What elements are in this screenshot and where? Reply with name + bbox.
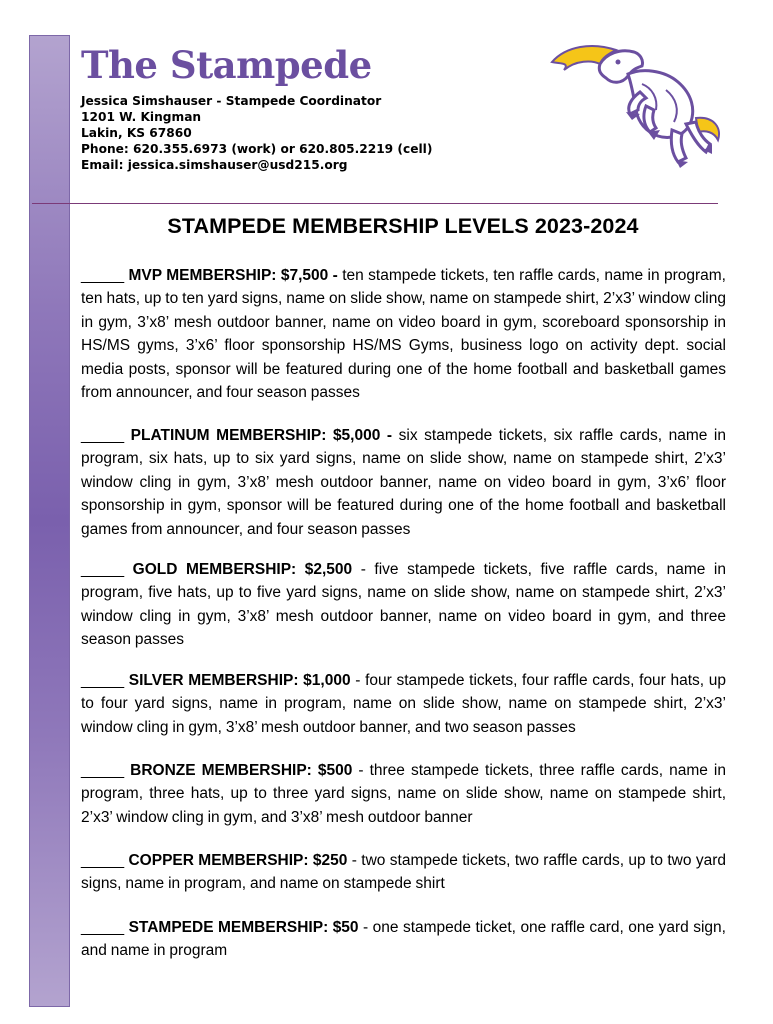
- level-name: PLATINUM MEMBERSHIP: $5,000 -: [130, 427, 393, 444]
- signup-blank: _____: [81, 919, 125, 936]
- level-description: - five stampede tickets, five raffle cards, name in program, five hats, up to five yard signs, name on slide show, name on stampede shirt, 2’x3’ window cling in gym, 3’x8’ mesh outdoor banner, name on video board in gym, and three season passes: [81, 561, 726, 649]
- signup-blank: _____: [81, 762, 125, 779]
- level-name: BRONZE MEMBERSHIP: $500: [130, 762, 353, 779]
- level-description: - three stampede tickets, three raffle cards, name in program, three hats, up to three yard signs, name on slide show, name on stampede shirt, 2’x3’ window cling in gym, and 3’x8’ mesh outdoor banner: [81, 762, 726, 826]
- contact-phone: Phone: 620.355.6973 (work) or 620.805.2219 (cell): [81, 142, 433, 156]
- membership-level-gold: [81, 558, 726, 652]
- level-description: six stampede tickets, six raffle cards, name in program, six hats, up to six yard signs, name on slide show, name on stampede shirt, 2’x3’ window cling in gym, 3’x8’ mesh outdoor banner, name on video board in gym, 3’x6’ floor sponsorship in gym, sponsor will be featured during one of the home football and basketball games from announcer, and four season passes: [81, 427, 726, 538]
- contact-email: Email: jessica.simshauser@usd215.org: [81, 158, 348, 172]
- membership-level-stampede: [81, 916, 726, 963]
- membership-level-platinum: [81, 424, 726, 541]
- level-description: - four stampede tickets, four raffle cards, four hats, up to four yard signs, name in program, name on slide show, name on stampede shirt, 2’x3’ window cling in gym, 3’x8’ mesh outdoor banner, and two season passes: [81, 672, 727, 736]
- signup-blank: _____: [81, 561, 125, 578]
- signup-blank: _____: [81, 852, 125, 869]
- contact-coordinator: Jessica Simshauser - Stampede Coordinator: [81, 94, 382, 108]
- level-description: - one stampede ticket, one raffle card, one yard sign, and name in program: [81, 919, 726, 960]
- signup-blank: _____: [81, 672, 125, 689]
- membership-level-bronze: [81, 759, 726, 829]
- level-name: SILVER MEMBERSHIP: $1,000: [128, 672, 351, 689]
- level-name: MVP MEMBERSHIP: $7,500 -: [128, 267, 338, 284]
- mustang-mascot-icon: [546, 40, 726, 170]
- letterhead: [81, 42, 541, 173]
- level-description: ten stampede tickets, ten raffle cards, name in program, ten hats, up to ten yard signs, name on slide show, name on stampede shirt, 2’x3’ window cling in gym, 3’x8’ mesh outdoor banner, name on video board in gym, scoreboard sponsorship in HS/MS gyms, 3’x6’ floor sponsorship HS/MS Gyms, business logo on activity dept. social media posts, sponsor will be featured during one of the home football and basketball games from announcer, and four season passes: [81, 267, 726, 402]
- membership-level-copper: [81, 849, 726, 896]
- organization-title: The Stampede: [81, 43, 372, 87]
- level-name: STAMPEDE MEMBERSHIP: $50: [128, 919, 359, 936]
- membership-level-silver: [81, 669, 726, 739]
- header-divider: [32, 203, 718, 204]
- contact-block: [81, 93, 541, 173]
- contact-street: 1201 W. Kingman: [81, 110, 202, 124]
- membership-level-mvp: [81, 264, 726, 404]
- signup-blank: _____: [81, 267, 125, 284]
- contact-city: Lakin, KS 67860: [81, 126, 192, 140]
- signup-blank: _____: [81, 427, 125, 444]
- level-name: GOLD MEMBERSHIP: $2,500: [132, 561, 353, 578]
- level-description: - two stampede tickets, two raffle cards, up to two yard signs, name in program, and name on stampede shirt: [81, 852, 726, 893]
- level-name: COPPER MEMBERSHIP: $250: [128, 852, 348, 869]
- page-heading: STAMPEDE MEMBERSHIP LEVELS 2023-2024: [167, 214, 639, 238]
- decorative-sidebar-bar: [29, 35, 70, 1007]
